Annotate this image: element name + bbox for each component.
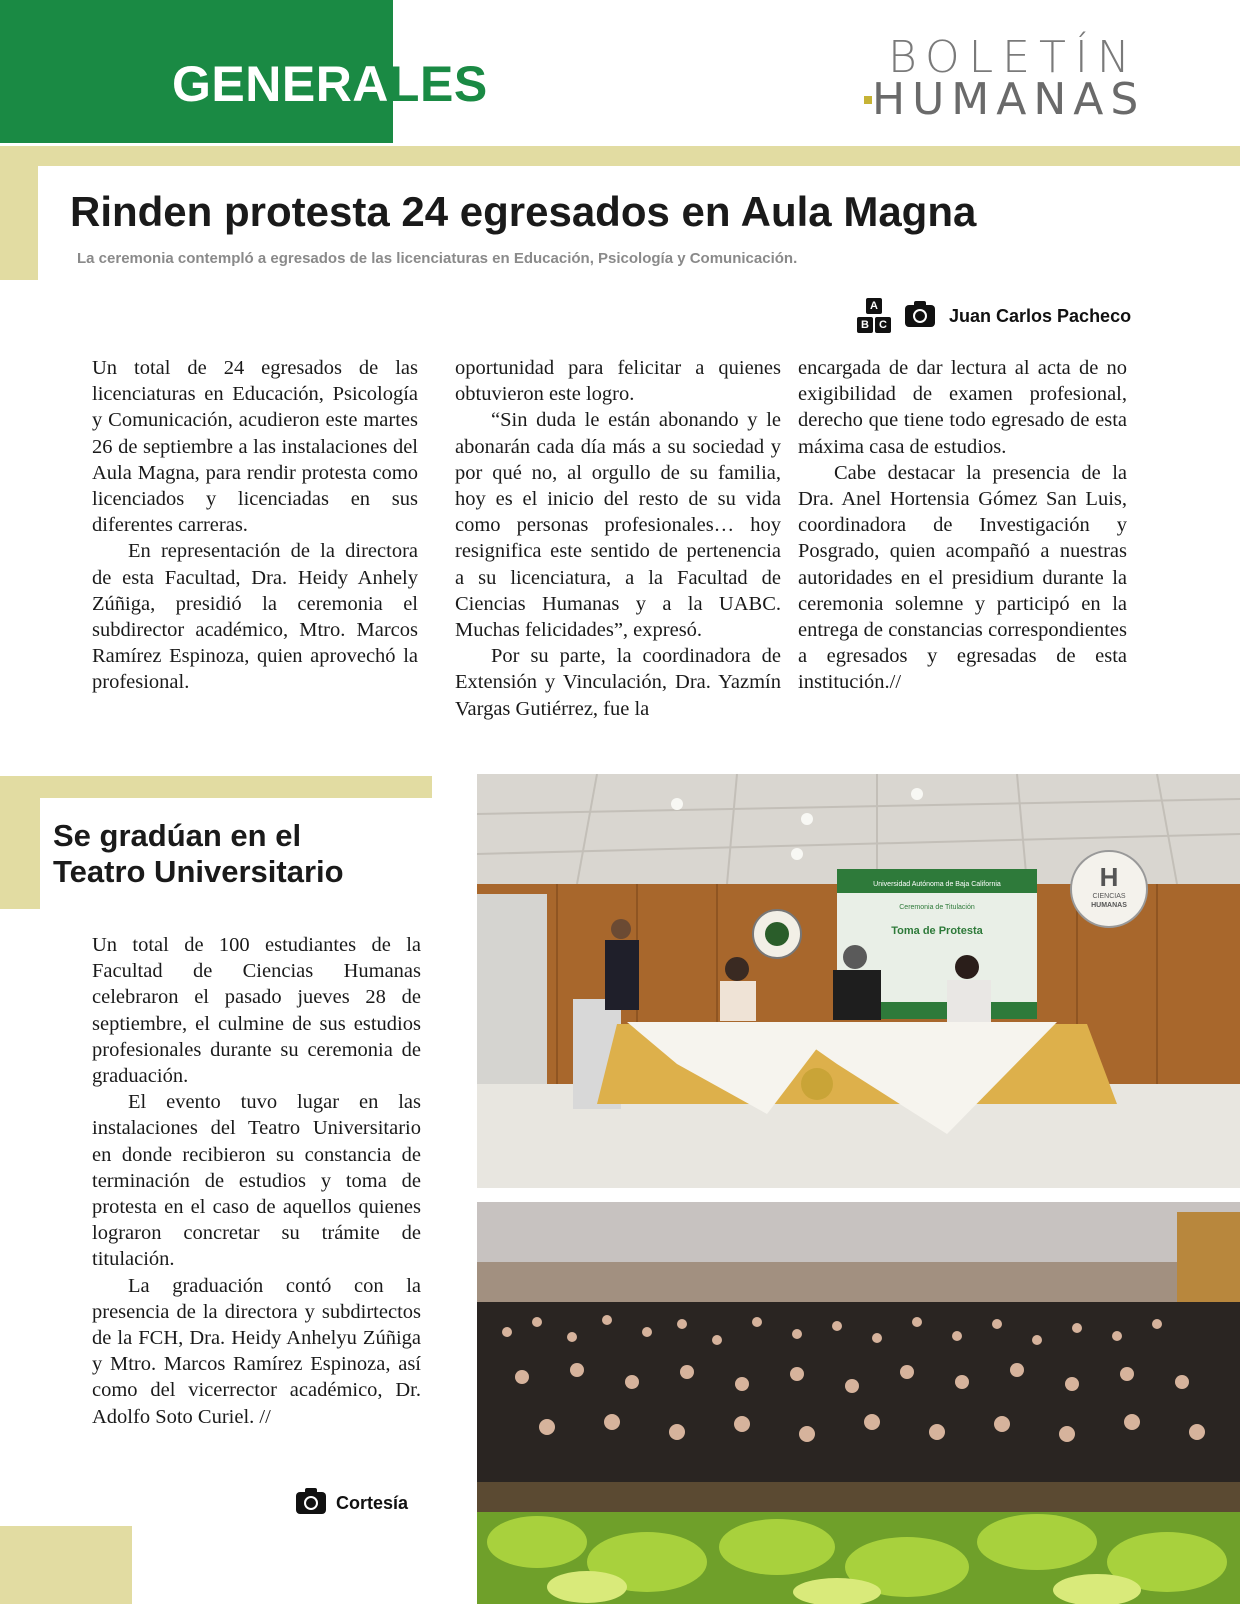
- paragraph: Cabe destacar la presencia de la Dra. Anel Hortensia Gómez San Luis, coordinadora de Investigación y Posgrado, quien acompañó a nuestras autoridades en el presidium durante la ceremonia solemne y participó en la entrega de constancias correspondientes a egresados y egresadas de esta institución.//: [798, 461, 1127, 694]
- bottom-decor-block: [0, 1526, 132, 1604]
- paragraph: encargada de dar lectura al acta de no exigibilidad de examen profesional, derecho que tiene todo egresado de esta máxima casa de estudios.: [798, 357, 1127, 458]
- paragraph: La graduación contó con la presencia de la directora y subdirtectos de la FCH, Dra. Heidy Anhelyu Zúñiga y Mtro. Marcos Ramírez Espinoza, así como del vicerrector académico, Dr. Adolfo Soto Curiel. //: [92, 1274, 421, 1428]
- abc-icon-letter-a: A: [866, 298, 882, 314]
- photo-credit-text: Cortesía: [336, 1492, 409, 1513]
- section-title-green: LES: [388, 56, 488, 112]
- paragraph: En representación de la directora de esta Facultad, Dra. Heidy Anhely Zúñiga, presidió la ceremonia el subdirector académico, Mtro. Marcos Ramírez Espinoza, quien aprovechó la profesional.: [92, 540, 418, 694]
- logo-boletin: BOLETÍN: [888, 32, 1139, 83]
- article1-column-2: [455, 355, 781, 722]
- photo-teatro-universitario: [477, 1202, 1240, 1604]
- byline: [855, 298, 1131, 334]
- article1-column-3: [798, 355, 1127, 696]
- wall-logo-line2: HUMANAS: [1091, 902, 1127, 909]
- camera-icon: [905, 305, 935, 327]
- photo-credit: [296, 1490, 408, 1516]
- paragraph: El evento tuvo lugar en las instalaciones del Teatro Universitario en donde recibieron su constancia de terminación de estudios y toma de protesta en el caso de aquellos quienes lograron concretar su trámite de titulación.: [92, 1091, 421, 1271]
- abc-icon: [855, 298, 893, 334]
- paragraph: oportunidad para felicitar a quienes obtuvieron este logro.: [455, 357, 781, 406]
- wall-logo-h: H: [1099, 862, 1119, 892]
- byline-author: Juan Carlos Pacheco: [949, 305, 1132, 326]
- screen-header: Universidad Autónoma de Baja California: [873, 881, 1001, 888]
- article2-body: [92, 932, 421, 1430]
- screen-title: Toma de Protesta: [891, 925, 983, 937]
- paragraph: “Sin duda le están abonando y le abonarán cada día más a su sociedad y por qué no, al orgullo de su familia, hoy es el inicio del resto de su vida como personas profesionales… hoy resignifica este sentido de pertenencia a su licenciatura, a la Facultad de Ciencias Humanas y a la UABC. Muchas felicidades”, expresó.: [455, 409, 781, 642]
- paragraph: Por su parte, la coordinadora de Extensión y Vinculación, Dra. Yazmín Vargas Gutiérrez, fue la: [455, 645, 781, 720]
- article1-column-1: [92, 355, 418, 696]
- side-title-band: [0, 776, 432, 798]
- section-title-white: GENERA: [172, 56, 389, 112]
- logo-humanas: HUMANAS: [872, 74, 1146, 125]
- screen-subtitle: Ceremonia de Titulación: [899, 904, 975, 911]
- camera-icon: [296, 1492, 326, 1514]
- article2-headline: [53, 818, 344, 890]
- photo-aula-magna: [477, 774, 1240, 1188]
- paragraph: Un total de 100 estudiantes de la Facultad de Ciencias Humanas celebraron el pasado jueves 28 de septiembre, el culmine de sus estudios profesionales durante su ceremonia de graduación.: [92, 934, 421, 1088]
- paragraph: Un total de 24 egresados de las licenciaturas en Educación, Psicología y Comunicación, acudieron este martes 26 de septiembre a las instalaciones del Aula Magna, para rendir protesta como licenciados y licenciadas en sus diferentes carreras.: [92, 357, 418, 537]
- photo-aula-magna-illustration: [477, 774, 1240, 1188]
- article-subheadline: La ceremonia contempló a egresados de las licenciaturas en Educación, Psicología y Comunicación.: [77, 250, 798, 267]
- wall-logo-line1: CIENCIAS: [1092, 893, 1126, 900]
- article2-headline-line2: Teatro Universitario: [53, 854, 344, 889]
- side-title-band-left: [0, 776, 40, 909]
- photo-teatro-illustration: [477, 1202, 1240, 1604]
- abc-icon-letter-b: B: [857, 317, 873, 333]
- article-headline: Rinden protesta 24 egresados en Aula Magna: [70, 188, 977, 235]
- title-band-left: [0, 146, 38, 280]
- section-title: [172, 54, 488, 114]
- title-band: [0, 146, 1240, 166]
- logo-dot: [864, 96, 872, 104]
- article2-headline-line1: Se gradúan en el: [53, 818, 302, 853]
- abc-icon-letter-c: C: [875, 317, 891, 333]
